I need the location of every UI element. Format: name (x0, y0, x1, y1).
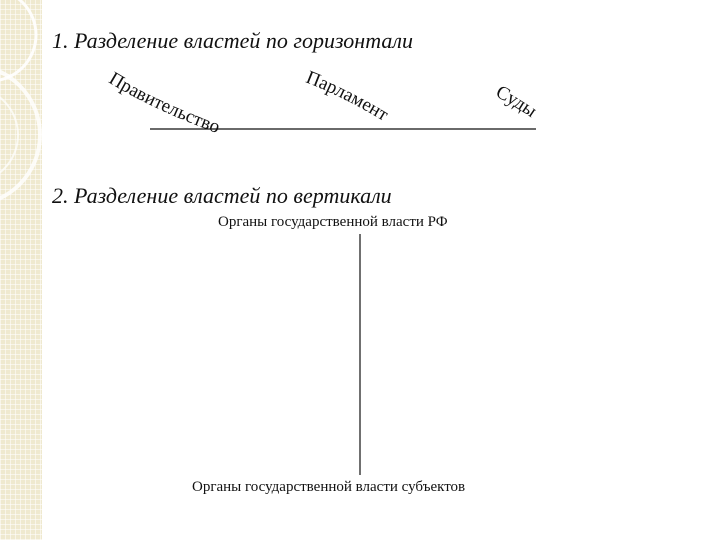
level-regional: Органы государственной власти субъектов (192, 479, 466, 495)
level-federal: Органы государственной власти РФ (218, 214, 448, 230)
branch-government: Правительство (105, 68, 223, 138)
heading-vertical: 2. Разделение властей по вертикали (52, 183, 392, 208)
heading-horizontal: 1. Разделение властей по горизонтали (52, 28, 413, 53)
branch-parliament: Парламент (303, 67, 392, 126)
branch-courts: Суды (492, 81, 541, 122)
